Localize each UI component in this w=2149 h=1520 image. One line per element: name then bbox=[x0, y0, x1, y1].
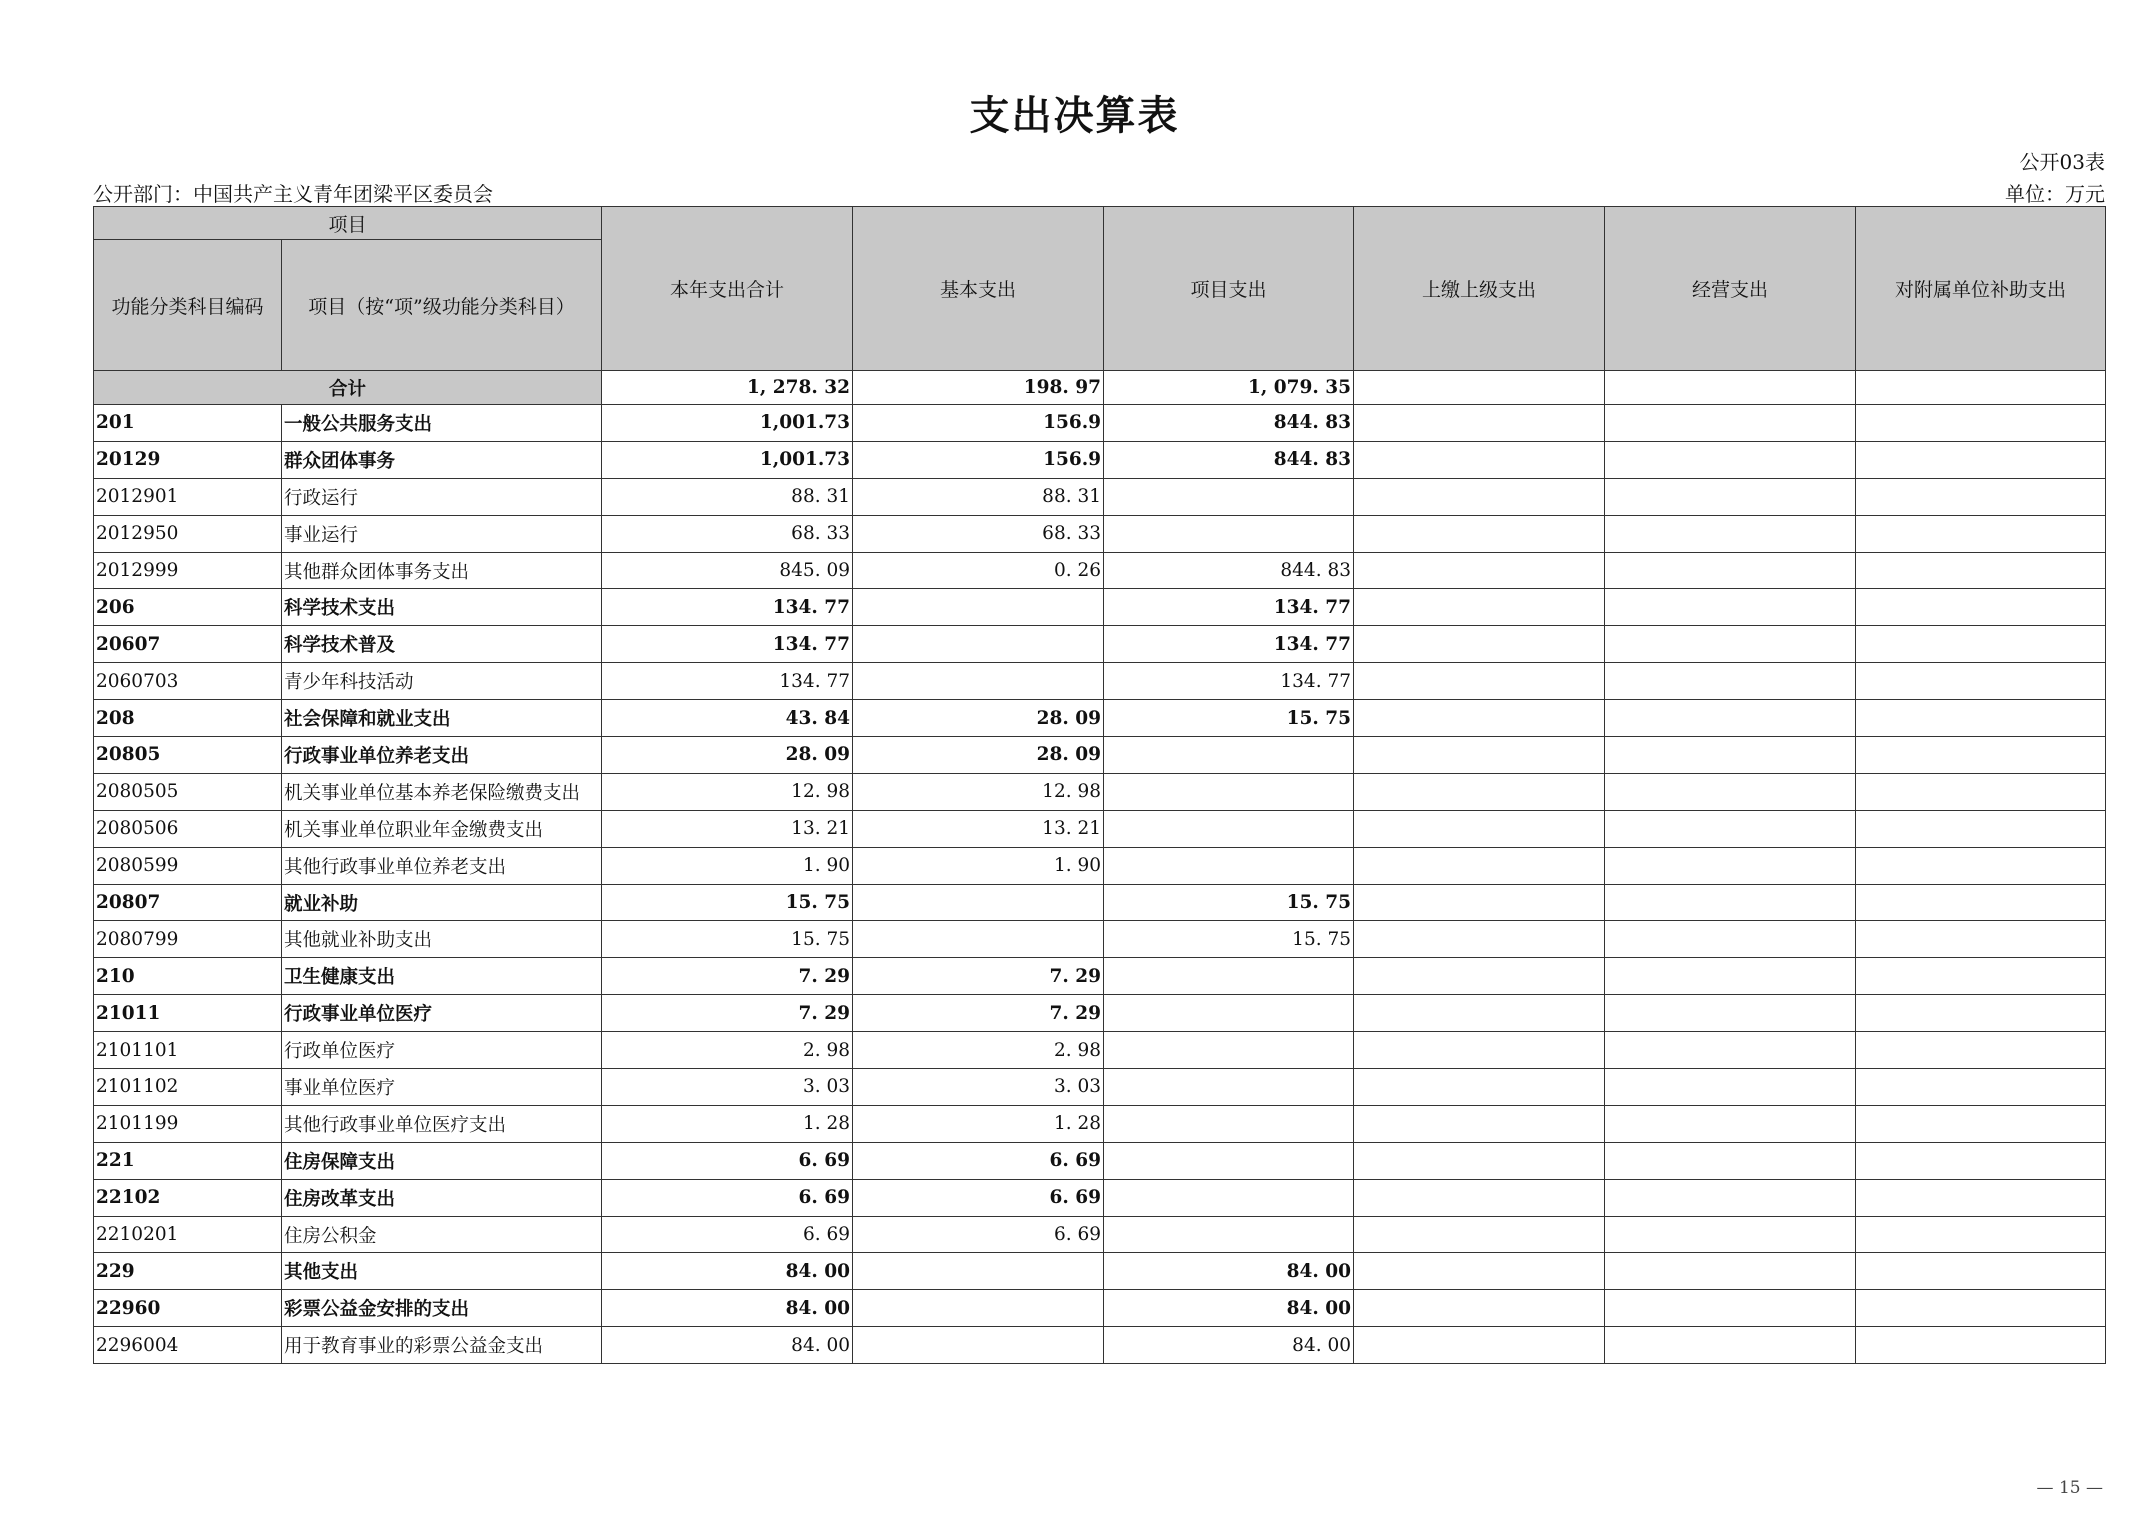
cell-upper bbox=[1354, 810, 1605, 847]
cell-project bbox=[1104, 1216, 1354, 1253]
cell-subsidy bbox=[1856, 847, 2106, 884]
header-code: 功能分类科目编码 bbox=[94, 240, 282, 371]
cell-operating bbox=[1605, 478, 1856, 515]
total-cell-operating bbox=[1605, 371, 1856, 405]
cell-code: 2060703 bbox=[94, 663, 282, 700]
cell-operating bbox=[1605, 1327, 1856, 1364]
cell-code: 2210201 bbox=[94, 1216, 282, 1253]
cell-name: 事业单位医疗 bbox=[282, 1069, 602, 1106]
total-cell-project: 1, 079. 35 bbox=[1104, 371, 1354, 405]
cell-operating bbox=[1605, 810, 1856, 847]
cell-project bbox=[1104, 1105, 1354, 1142]
cell-name: 住房改革支出 bbox=[282, 1179, 602, 1216]
cell-upper bbox=[1354, 515, 1605, 552]
cell-code: 21011 bbox=[94, 995, 282, 1032]
cell-total: 68. 33 bbox=[602, 515, 853, 552]
cell-subsidy bbox=[1856, 1327, 2106, 1364]
cell-basic bbox=[853, 663, 1104, 700]
cell-project bbox=[1104, 515, 1354, 552]
cell-code: 229 bbox=[94, 1253, 282, 1290]
table-row bbox=[94, 478, 2106, 515]
cell-subsidy bbox=[1856, 589, 2106, 626]
cell-total: 13. 21 bbox=[602, 810, 853, 847]
cell-upper bbox=[1354, 995, 1605, 1032]
cell-operating bbox=[1605, 958, 1856, 995]
total-row bbox=[94, 371, 2106, 405]
cell-upper bbox=[1354, 847, 1605, 884]
header-upper: 上缴上级支出 bbox=[1354, 207, 1605, 371]
cell-operating bbox=[1605, 995, 1856, 1032]
cell-subsidy bbox=[1856, 958, 2106, 995]
cell-project: 844. 83 bbox=[1104, 441, 1354, 478]
table-row bbox=[94, 405, 2106, 442]
cell-name: 其他就业补助支出 bbox=[282, 921, 602, 958]
cell-name: 其他行政事业单位医疗支出 bbox=[282, 1105, 602, 1142]
cell-subsidy bbox=[1856, 1290, 2106, 1327]
cell-upper bbox=[1354, 478, 1605, 515]
cell-code: 22102 bbox=[94, 1179, 282, 1216]
header-project-group: 项目 bbox=[94, 207, 602, 240]
total-cell-upper bbox=[1354, 371, 1605, 405]
cell-code: 2101199 bbox=[94, 1105, 282, 1142]
table-row bbox=[94, 1253, 2106, 1290]
cell-upper bbox=[1354, 405, 1605, 442]
cell-name: 住房保障支出 bbox=[282, 1142, 602, 1179]
cell-subsidy bbox=[1856, 1179, 2106, 1216]
cell-upper bbox=[1354, 663, 1605, 700]
cell-operating bbox=[1605, 1105, 1856, 1142]
form-number: 公开03表 bbox=[2019, 150, 2105, 174]
table-row bbox=[94, 1142, 2106, 1179]
cell-subsidy bbox=[1856, 810, 2106, 847]
cell-operating bbox=[1605, 1032, 1856, 1069]
cell-total: 845. 09 bbox=[602, 552, 853, 589]
cell-basic bbox=[853, 1290, 1104, 1327]
cell-subsidy bbox=[1856, 884, 2106, 921]
cell-upper bbox=[1354, 589, 1605, 626]
cell-basic: 156.9 bbox=[853, 405, 1104, 442]
cell-total: 15. 75 bbox=[602, 884, 853, 921]
cell-code: 221 bbox=[94, 1142, 282, 1179]
cell-upper bbox=[1354, 1179, 1605, 1216]
cell-operating bbox=[1605, 700, 1856, 737]
cell-basic: 6. 69 bbox=[853, 1179, 1104, 1216]
cell-subsidy bbox=[1856, 737, 2106, 774]
cell-basic: 1. 28 bbox=[853, 1105, 1104, 1142]
total-label: 合计 bbox=[94, 371, 602, 405]
cell-subsidy bbox=[1856, 1142, 2106, 1179]
cell-total: 43. 84 bbox=[602, 700, 853, 737]
cell-total: 88. 31 bbox=[602, 478, 853, 515]
table-row bbox=[94, 1032, 2106, 1069]
table-row bbox=[94, 1216, 2106, 1253]
cell-code: 2101101 bbox=[94, 1032, 282, 1069]
cell-name: 一般公共服务支出 bbox=[282, 405, 602, 442]
cell-name: 群众团体事务 bbox=[282, 441, 602, 478]
cell-upper bbox=[1354, 1032, 1605, 1069]
cell-project: 15. 75 bbox=[1104, 884, 1354, 921]
table-row bbox=[94, 626, 2106, 663]
cell-total: 2. 98 bbox=[602, 1032, 853, 1069]
cell-total: 1. 90 bbox=[602, 847, 853, 884]
cell-basic: 28. 09 bbox=[853, 737, 1104, 774]
cell-operating bbox=[1605, 1253, 1856, 1290]
cell-basic bbox=[853, 589, 1104, 626]
cell-subsidy bbox=[1856, 773, 2106, 810]
cell-upper bbox=[1354, 1142, 1605, 1179]
cell-project bbox=[1104, 773, 1354, 810]
cell-subsidy bbox=[1856, 1069, 2106, 1106]
cell-code: 20807 bbox=[94, 884, 282, 921]
table-row bbox=[94, 1290, 2106, 1327]
cell-project: 134. 77 bbox=[1104, 626, 1354, 663]
cell-name: 行政事业单位医疗 bbox=[282, 995, 602, 1032]
cell-operating bbox=[1605, 515, 1856, 552]
cell-total: 3. 03 bbox=[602, 1069, 853, 1106]
cell-total: 84. 00 bbox=[602, 1290, 853, 1327]
header-operating: 经营支出 bbox=[1605, 207, 1856, 371]
cell-basic: 12. 98 bbox=[853, 773, 1104, 810]
page-number: — 15 — bbox=[2036, 1478, 2103, 1498]
cell-name: 住房公积金 bbox=[282, 1216, 602, 1253]
total-cell-subsidy bbox=[1856, 371, 2106, 405]
cell-project bbox=[1104, 478, 1354, 515]
cell-name: 行政事业单位养老支出 bbox=[282, 737, 602, 774]
cell-subsidy bbox=[1856, 663, 2106, 700]
cell-project bbox=[1104, 810, 1354, 847]
cell-basic bbox=[853, 884, 1104, 921]
cell-code: 2080506 bbox=[94, 810, 282, 847]
cell-operating bbox=[1605, 737, 1856, 774]
cell-total: 6. 69 bbox=[602, 1216, 853, 1253]
cell-project: 15. 75 bbox=[1104, 921, 1354, 958]
cell-subsidy bbox=[1856, 1253, 2106, 1290]
cell-basic: 13. 21 bbox=[853, 810, 1104, 847]
cell-subsidy bbox=[1856, 1216, 2106, 1253]
cell-basic: 1. 90 bbox=[853, 847, 1104, 884]
table-row bbox=[94, 995, 2106, 1032]
cell-project: 84. 00 bbox=[1104, 1327, 1354, 1364]
cell-basic: 7. 29 bbox=[853, 958, 1104, 995]
cell-project bbox=[1104, 1142, 1354, 1179]
cell-basic: 3. 03 bbox=[853, 1069, 1104, 1106]
cell-total: 134. 77 bbox=[602, 626, 853, 663]
cell-upper bbox=[1354, 737, 1605, 774]
cell-name: 就业补助 bbox=[282, 884, 602, 921]
cell-subsidy bbox=[1856, 1105, 2106, 1142]
header-subsidy: 对附属单位补助支出 bbox=[1856, 207, 2106, 371]
cell-basic bbox=[853, 1253, 1104, 1290]
cell-operating bbox=[1605, 847, 1856, 884]
cell-name: 科学技术普及 bbox=[282, 626, 602, 663]
table-row bbox=[94, 737, 2106, 774]
cell-project: 844. 83 bbox=[1104, 552, 1354, 589]
cell-total: 7. 29 bbox=[602, 958, 853, 995]
cell-basic: 156.9 bbox=[853, 441, 1104, 478]
cell-total: 6. 69 bbox=[602, 1142, 853, 1179]
table-row bbox=[94, 810, 2106, 847]
cell-name: 其他群众团体事务支出 bbox=[282, 552, 602, 589]
cell-code: 20129 bbox=[94, 441, 282, 478]
cell-total: 1,001.73 bbox=[602, 405, 853, 442]
cell-project bbox=[1104, 847, 1354, 884]
cell-upper bbox=[1354, 958, 1605, 995]
cell-code: 208 bbox=[94, 700, 282, 737]
cell-basic: 7. 29 bbox=[853, 995, 1104, 1032]
expenditure-table bbox=[93, 206, 2106, 1364]
header-total: 本年支出合计 bbox=[602, 207, 853, 371]
cell-name: 其他支出 bbox=[282, 1253, 602, 1290]
cell-code: 2080599 bbox=[94, 847, 282, 884]
cell-upper bbox=[1354, 441, 1605, 478]
table-row bbox=[94, 1069, 2106, 1106]
cell-project bbox=[1104, 1032, 1354, 1069]
table-row bbox=[94, 1179, 2106, 1216]
cell-code: 20607 bbox=[94, 626, 282, 663]
cell-subsidy bbox=[1856, 626, 2106, 663]
cell-total: 134. 77 bbox=[602, 589, 853, 626]
table-row bbox=[94, 1327, 2106, 1364]
cell-basic bbox=[853, 1327, 1104, 1364]
cell-upper bbox=[1354, 1069, 1605, 1106]
cell-project: 15. 75 bbox=[1104, 700, 1354, 737]
header-name: 项目（按“项”级功能分类科目） bbox=[282, 240, 602, 371]
cell-total: 7. 29 bbox=[602, 995, 853, 1032]
cell-operating bbox=[1605, 1216, 1856, 1253]
cell-basic bbox=[853, 921, 1104, 958]
cell-total: 1,001.73 bbox=[602, 441, 853, 478]
cell-subsidy bbox=[1856, 921, 2106, 958]
cell-name: 科学技术支出 bbox=[282, 589, 602, 626]
cell-upper bbox=[1354, 1253, 1605, 1290]
cell-basic: 6. 69 bbox=[853, 1216, 1104, 1253]
cell-total: 134. 77 bbox=[602, 663, 853, 700]
cell-project: 84. 00 bbox=[1104, 1253, 1354, 1290]
cell-name: 卫生健康支出 bbox=[282, 958, 602, 995]
table-row bbox=[94, 921, 2106, 958]
cell-subsidy bbox=[1856, 515, 2106, 552]
cell-operating bbox=[1605, 441, 1856, 478]
table-row bbox=[94, 552, 2106, 589]
cell-project: 134. 77 bbox=[1104, 663, 1354, 700]
cell-subsidy bbox=[1856, 995, 2106, 1032]
cell-project: 84. 00 bbox=[1104, 1290, 1354, 1327]
table-row bbox=[94, 773, 2106, 810]
total-cell-total: 1, 278. 32 bbox=[602, 371, 853, 405]
page-title: 支出决算表 bbox=[969, 92, 1180, 139]
cell-code: 201 bbox=[94, 405, 282, 442]
cell-upper bbox=[1354, 773, 1605, 810]
total-cell-basic: 198. 97 bbox=[853, 371, 1104, 405]
cell-operating bbox=[1605, 552, 1856, 589]
cell-name: 用于教育事业的彩票公益金支出 bbox=[282, 1327, 602, 1364]
cell-total: 1. 28 bbox=[602, 1105, 853, 1142]
cell-name: 其他行政事业单位养老支出 bbox=[282, 847, 602, 884]
cell-upper bbox=[1354, 700, 1605, 737]
cell-subsidy bbox=[1856, 478, 2106, 515]
table-row bbox=[94, 589, 2106, 626]
cell-operating bbox=[1605, 884, 1856, 921]
cell-name: 社会保障和就业支出 bbox=[282, 700, 602, 737]
cell-operating bbox=[1605, 773, 1856, 810]
cell-operating bbox=[1605, 1069, 1856, 1106]
cell-code: 2012901 bbox=[94, 478, 282, 515]
cell-operating bbox=[1605, 1290, 1856, 1327]
cell-subsidy bbox=[1856, 700, 2106, 737]
table-row bbox=[94, 958, 2106, 995]
cell-basic: 68. 33 bbox=[853, 515, 1104, 552]
cell-operating bbox=[1605, 405, 1856, 442]
cell-code: 206 bbox=[94, 589, 282, 626]
cell-basic: 0. 26 bbox=[853, 552, 1104, 589]
department-label: 公开部门：中国共产主义青年团梁平区委员会 bbox=[93, 182, 493, 206]
cell-upper bbox=[1354, 626, 1605, 663]
table-row bbox=[94, 847, 2106, 884]
cell-upper bbox=[1354, 552, 1605, 589]
header-project: 项目支出 bbox=[1104, 207, 1354, 371]
cell-operating bbox=[1605, 1142, 1856, 1179]
cell-total: 28. 09 bbox=[602, 737, 853, 774]
cell-project bbox=[1104, 1069, 1354, 1106]
cell-project bbox=[1104, 1179, 1354, 1216]
cell-name: 机关事业单位职业年金缴费支出 bbox=[282, 810, 602, 847]
cell-project bbox=[1104, 958, 1354, 995]
cell-basic: 88. 31 bbox=[853, 478, 1104, 515]
cell-project bbox=[1104, 737, 1354, 774]
cell-operating bbox=[1605, 589, 1856, 626]
cell-name: 机关事业单位基本养老保险缴费支出 bbox=[282, 773, 602, 810]
table-row bbox=[94, 884, 2106, 921]
table-row bbox=[94, 515, 2106, 552]
table-row bbox=[94, 441, 2106, 478]
cell-project bbox=[1104, 995, 1354, 1032]
cell-code: 22960 bbox=[94, 1290, 282, 1327]
cell-operating bbox=[1605, 663, 1856, 700]
unit-label: 单位：万元 bbox=[2005, 182, 2105, 206]
cell-code: 2101102 bbox=[94, 1069, 282, 1106]
cell-subsidy bbox=[1856, 405, 2106, 442]
cell-code: 2012950 bbox=[94, 515, 282, 552]
cell-name: 事业运行 bbox=[282, 515, 602, 552]
cell-operating bbox=[1605, 626, 1856, 663]
cell-project: 134. 77 bbox=[1104, 589, 1354, 626]
cell-basic: 28. 09 bbox=[853, 700, 1104, 737]
cell-code: 2080799 bbox=[94, 921, 282, 958]
cell-name: 行政单位医疗 bbox=[282, 1032, 602, 1069]
cell-total: 12. 98 bbox=[602, 773, 853, 810]
cell-total: 84. 00 bbox=[602, 1327, 853, 1364]
cell-name: 青少年科技活动 bbox=[282, 663, 602, 700]
cell-code: 210 bbox=[94, 958, 282, 995]
cell-code: 2296004 bbox=[94, 1327, 282, 1364]
cell-total: 84. 00 bbox=[602, 1253, 853, 1290]
cell-upper bbox=[1354, 1290, 1605, 1327]
cell-basic: 6. 69 bbox=[853, 1142, 1104, 1179]
cell-upper bbox=[1354, 1216, 1605, 1253]
cell-name: 彩票公益金安排的支出 bbox=[282, 1290, 602, 1327]
cell-code: 2012999 bbox=[94, 552, 282, 589]
cell-code: 2080505 bbox=[94, 773, 282, 810]
cell-basic: 2. 98 bbox=[853, 1032, 1104, 1069]
cell-upper bbox=[1354, 921, 1605, 958]
cell-subsidy bbox=[1856, 552, 2106, 589]
cell-total: 15. 75 bbox=[602, 921, 853, 958]
cell-operating bbox=[1605, 921, 1856, 958]
cell-subsidy bbox=[1856, 1032, 2106, 1069]
cell-basic bbox=[853, 626, 1104, 663]
cell-project: 844. 83 bbox=[1104, 405, 1354, 442]
header-basic: 基本支出 bbox=[853, 207, 1104, 371]
cell-upper bbox=[1354, 1327, 1605, 1364]
cell-total: 6. 69 bbox=[602, 1179, 853, 1216]
cell-operating bbox=[1605, 1179, 1856, 1216]
cell-upper bbox=[1354, 1105, 1605, 1142]
table-row bbox=[94, 700, 2106, 737]
table-row bbox=[94, 1105, 2106, 1142]
cell-name: 行政运行 bbox=[282, 478, 602, 515]
cell-subsidy bbox=[1856, 441, 2106, 478]
cell-code: 20805 bbox=[94, 737, 282, 774]
table-row bbox=[94, 663, 2106, 700]
cell-upper bbox=[1354, 884, 1605, 921]
